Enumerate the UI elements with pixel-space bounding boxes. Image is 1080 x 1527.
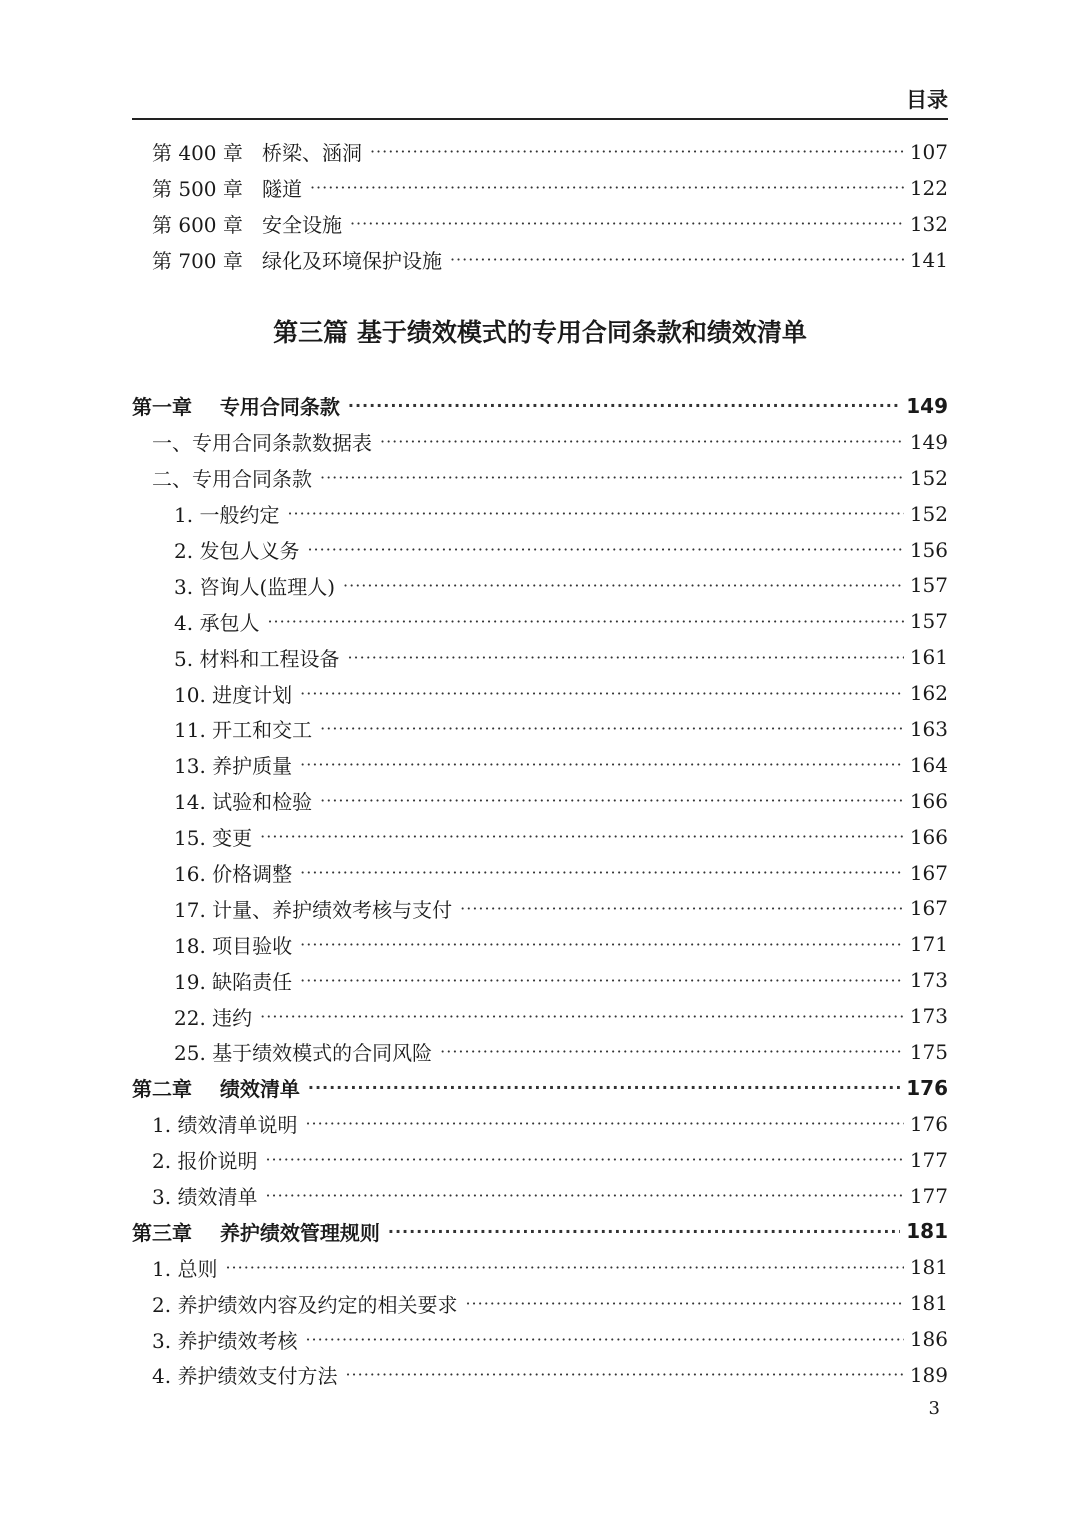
- dot-leader: [345, 1365, 903, 1384]
- toc-entry-page: 175: [909, 1039, 948, 1064]
- toc-entry-label: 第二章 绩效清单: [132, 1077, 300, 1102]
- dot-leader: [320, 719, 904, 738]
- toc-entry-label: 22. 违约: [174, 1005, 253, 1030]
- dot-leader: [305, 1114, 903, 1133]
- toc-entry-page: 173: [909, 968, 948, 993]
- dot-leader: [307, 540, 903, 559]
- dot-leader: [287, 504, 903, 523]
- toc-entry-page: 162: [909, 681, 948, 706]
- toc-subsection-entry[interactable]: [132, 639, 948, 675]
- toc-entry-label: 14. 试验和检验: [174, 790, 313, 815]
- toc-entry-label: 15. 变更: [174, 826, 253, 851]
- dot-leader: [300, 935, 904, 954]
- toc-entry-page: 166: [909, 824, 948, 849]
- dot-leader: [320, 468, 904, 487]
- toc-entry-label: 11. 开工和交工: [174, 718, 313, 743]
- toc-entry-label: 第 400 章 桥梁、涵洞: [152, 141, 362, 166]
- toc-entry-page: 122: [909, 175, 948, 200]
- dot-leader: [265, 1186, 903, 1205]
- toc-section-entry[interactable]: [132, 1142, 948, 1178]
- toc-entry-page: 157: [909, 573, 948, 598]
- dot-leader: [450, 250, 904, 269]
- dot-leader: [343, 576, 904, 595]
- toc-subsection-entry[interactable]: [132, 1034, 948, 1070]
- toc-entry-page: 157: [909, 609, 948, 634]
- dot-leader: [370, 142, 904, 161]
- toc-entry-page: 107: [909, 139, 948, 164]
- toc-entry-label: 3. 养护绩效考核: [152, 1328, 298, 1353]
- toc-entry-page: 167: [909, 860, 948, 885]
- toc-entry-label: 第 500 章 隧道: [152, 177, 302, 202]
- toc-subsection-entry[interactable]: [132, 567, 948, 603]
- toc-entry-label: 2. 报价说明: [152, 1149, 258, 1174]
- toc-chapter-entry[interactable]: [132, 1070, 948, 1106]
- dot-leader: [380, 432, 904, 451]
- toc-entry-label: 第 600 章 安全设施: [152, 213, 342, 238]
- toc-entry-page: 149: [906, 393, 948, 418]
- dot-leader: [347, 648, 903, 667]
- toc-entry-page: 166: [909, 788, 948, 813]
- toc-entry-page: 173: [909, 1004, 948, 1029]
- toc-subsection-entry[interactable]: [132, 783, 948, 819]
- toc-entry[interactable]: [132, 134, 948, 170]
- toc-entry-label: 第三章 养护绩效管理规则: [132, 1220, 380, 1245]
- header-rule: [132, 118, 948, 120]
- toc-entry-label: 18. 项目验收: [174, 933, 293, 958]
- toc-section-entry[interactable]: [132, 460, 948, 496]
- toc-subsection-entry[interactable]: [132, 962, 948, 998]
- toc-entry-label: 10. 进度计划: [174, 682, 293, 707]
- toc-entry-page: 171: [909, 932, 948, 957]
- toc-entry-page: 132: [909, 211, 948, 236]
- dot-leader: [388, 1222, 900, 1241]
- toc-subsection-entry[interactable]: [132, 496, 948, 532]
- toc-entry-page: 164: [909, 752, 948, 777]
- toc-section-entry[interactable]: [132, 424, 948, 460]
- toc-entry-label: 4. 养护绩效支付方法: [152, 1364, 338, 1389]
- dot-leader: [460, 899, 904, 918]
- dot-leader: [310, 178, 904, 197]
- dot-leader: [267, 612, 903, 631]
- toc-section-entry[interactable]: [132, 1321, 948, 1357]
- toc-entry-label: 16. 价格调整: [174, 862, 293, 887]
- toc-section-entry[interactable]: [132, 1178, 948, 1214]
- dot-leader: [225, 1258, 903, 1277]
- toc-entry-page: 149: [909, 429, 948, 454]
- toc-entry-page: 152: [909, 501, 948, 526]
- toc-subsection-entry[interactable]: [132, 926, 948, 962]
- toc-entry-label: 1. 总则: [152, 1256, 218, 1281]
- toc-entry-page: 181: [909, 1255, 948, 1280]
- toc-subsection-entry[interactable]: [132, 747, 948, 783]
- toc-entry-label: 19. 缺陷责任: [174, 969, 293, 994]
- toc-entry[interactable]: [132, 206, 948, 242]
- dot-leader: [260, 1007, 904, 1026]
- toc-entry-page: 176: [906, 1075, 948, 1100]
- toc-entry-label: 4. 承包人: [174, 610, 260, 635]
- toc-subsection-entry[interactable]: [132, 998, 948, 1034]
- page-number: 3: [928, 1398, 940, 1419]
- toc-section-entry[interactable]: [132, 1357, 948, 1393]
- dot-leader: [305, 1330, 903, 1349]
- toc-top-section: [132, 134, 948, 278]
- toc-subsection-entry[interactable]: [132, 819, 948, 855]
- toc-entry-page: 163: [909, 716, 948, 741]
- toc-entry-label: 2. 养护绩效内容及约定的相关要求: [152, 1292, 458, 1317]
- dot-leader: [265, 1150, 903, 1169]
- toc-subsection-entry[interactable]: [132, 711, 948, 747]
- toc-entry-label: 25. 基于绩效模式的合同风险: [174, 1041, 433, 1066]
- toc-entry-page: 156: [909, 537, 948, 562]
- toc-main-section: [132, 388, 948, 1393]
- toc-entry-label: 13. 养护质量: [174, 754, 293, 779]
- toc-entry-page: 186: [909, 1327, 948, 1352]
- dot-leader: [260, 827, 904, 846]
- dot-leader: [308, 1078, 900, 1097]
- part-title: 第三篇 基于绩效模式的专用合同条款和绩效清单: [273, 318, 807, 347]
- toc-entry-label: 3. 咨询人(监理人): [174, 574, 336, 599]
- toc-entry-label: 一、专用合同条款数据表: [152, 431, 372, 456]
- toc-section-entry[interactable]: [132, 1106, 948, 1142]
- toc-chapter-entry[interactable]: [132, 1213, 948, 1249]
- toc-entry-page: 189: [909, 1362, 948, 1387]
- toc-entry-page: 181: [906, 1219, 948, 1244]
- toc-subsection-entry[interactable]: [132, 855, 948, 891]
- toc-entry-page: 181: [909, 1291, 948, 1316]
- toc-entry-page: 177: [909, 1183, 948, 1208]
- toc-subsection-entry[interactable]: [132, 890, 948, 926]
- toc-entry-page: 176: [909, 1111, 948, 1136]
- toc-entry-label: 2. 发包人义务: [174, 539, 300, 563]
- toc-entry-label: 17. 计量、养护绩效考核与支付: [174, 897, 453, 922]
- toc-entry-label: 1. 绩效清单说明: [152, 1113, 298, 1138]
- toc-entry-page: 152: [909, 465, 948, 490]
- toc-entry-label: 第 700 章 绿化及环境保护设施: [152, 249, 442, 274]
- dot-leader: [348, 396, 900, 415]
- toc-entry-page: 141: [909, 247, 948, 272]
- dot-leader: [320, 791, 904, 810]
- toc-entry-label: 第一章 专用合同条款: [132, 395, 340, 420]
- toc-entry[interactable]: [132, 170, 948, 206]
- dot-leader: [440, 1042, 904, 1061]
- toc-entry-label: 3. 绩效清单: [152, 1185, 258, 1210]
- dot-leader: [300, 684, 904, 703]
- toc-section-entry[interactable]: [132, 1285, 948, 1321]
- toc-chapter-entry[interactable]: [132, 388, 948, 424]
- toc-subsection-entry[interactable]: [132, 675, 948, 711]
- toc-entry[interactable]: [132, 242, 948, 278]
- toc-entry-page: 177: [909, 1147, 948, 1172]
- dot-leader: [300, 971, 904, 990]
- toc-entry-label: 二、专用合同条款: [152, 467, 312, 492]
- dot-leader: [300, 863, 904, 882]
- toc-entry-page: 167: [909, 896, 948, 921]
- running-header-title: 目录: [906, 88, 948, 112]
- dot-leader: [350, 214, 904, 233]
- toc-entry-page: 161: [909, 645, 948, 670]
- dot-leader: [465, 1294, 903, 1313]
- toc-section-entry[interactable]: [132, 1249, 948, 1285]
- dot-leader: [300, 755, 904, 774]
- toc-subsection-entry[interactable]: [132, 532, 948, 568]
- toc-entry-label: 1. 一般约定: [174, 503, 280, 528]
- toc-entry-label: 5. 材料和工程设备: [174, 646, 340, 671]
- toc-subsection-entry[interactable]: [132, 603, 948, 639]
